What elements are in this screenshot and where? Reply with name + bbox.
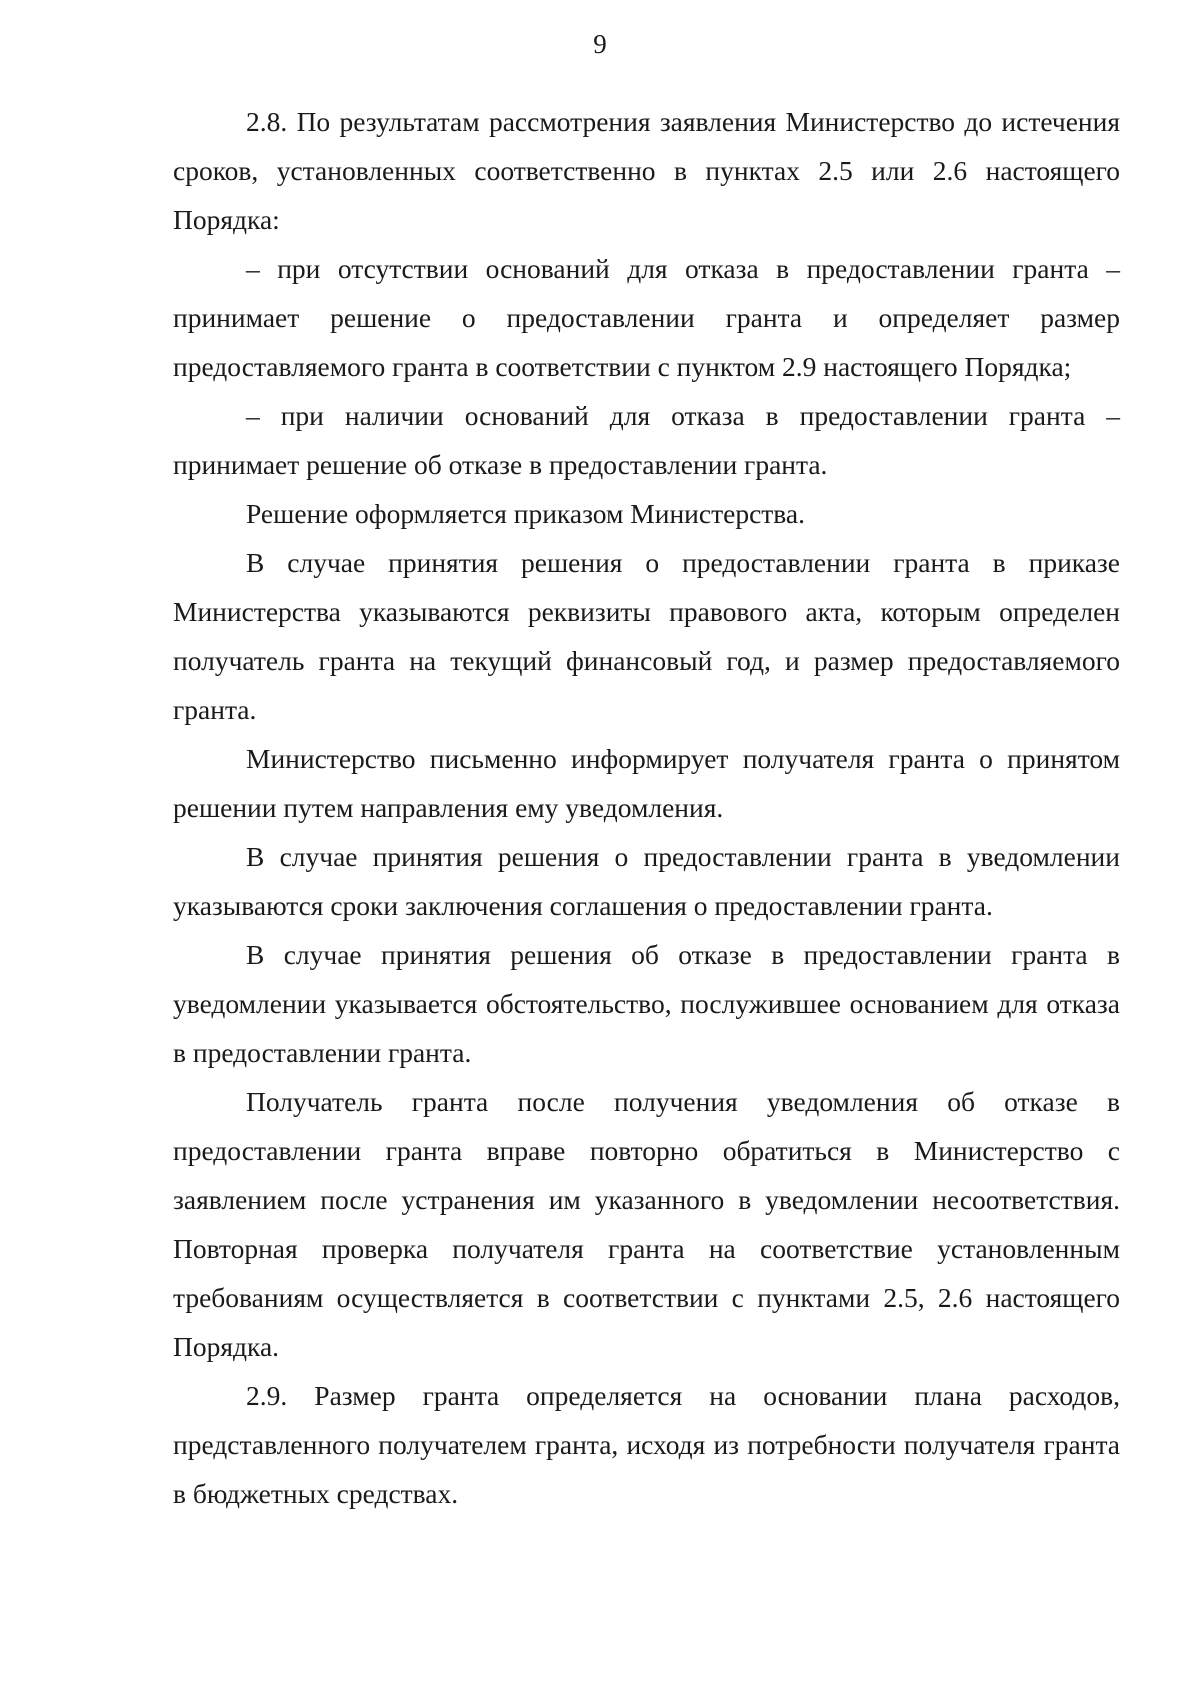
paragraph-order-details: В случае принятия решения о предоставлении гранта в приказе Министерства указываются реквизиты правового акта, которым определен получатель гранта на текущий финансовый год, и размер предоставляемого гранта. [173,547,1120,725]
paragraph-2-9-grant-size: 2.9. Размер гранта определяется на основании плана расходов, представленного получателем гранта, исходя из потребности получателя гранта в бюджетных средствах. [173,1380,1120,1509]
paragraph-grant-approval-item: – при отсутствии оснований для отказа в предоставлении гранта – принимает решение о предоставлении гранта и определяет размер предоставляемого гранта в соответствии с пунктом 2.9 настоящего Порядка; [173,253,1120,382]
paragraph-decision-form: Решение оформляется приказом Министерства. [246,498,805,529]
paragraph-grant-refusal-item: – при наличии оснований для отказа в предоставлении гранта – принимает решение об отказе в предоставлении гранта. [173,400,1120,480]
paragraph-refusal-notice: В случае принятия решения об отказе в предоставлении гранта в уведомлении указывается обстоятельство, послужившее основанием для отказа в предоставлении гранта. [173,939,1120,1068]
paragraph-2-8-intro: 2.8. По результатам рассмотрения заявления Министерство до истечения сроков, установленных соответственно в пунктах 2.5 или 2.6 настоящего Порядка: [173,106,1120,235]
page-number: 9 [593,29,607,59]
paragraph-written-notice: Министерство письменно информирует получателя гранта о принятом решении путем направления ему уведомления. [173,743,1120,823]
paragraph-approval-notice: В случае принятия решения о предоставлении гранта в уведомлении указываются сроки заключения соглашения о предоставлении гранта. [173,841,1120,921]
document-body [173,97,1120,1518]
paragraph-reapplication: Получатель гранта после получения уведомления об отказе в предоставлении гранта вправе повторно обратиться в Министерство с заявлением после устранения им указанного в уведомлении несоответствия. Повторная проверка получателя гранта на соответствие установленным требованиям осуществляется в соответствии с пунктами 2.5, 2.6 настоящего Порядка. [173,1086,1120,1362]
